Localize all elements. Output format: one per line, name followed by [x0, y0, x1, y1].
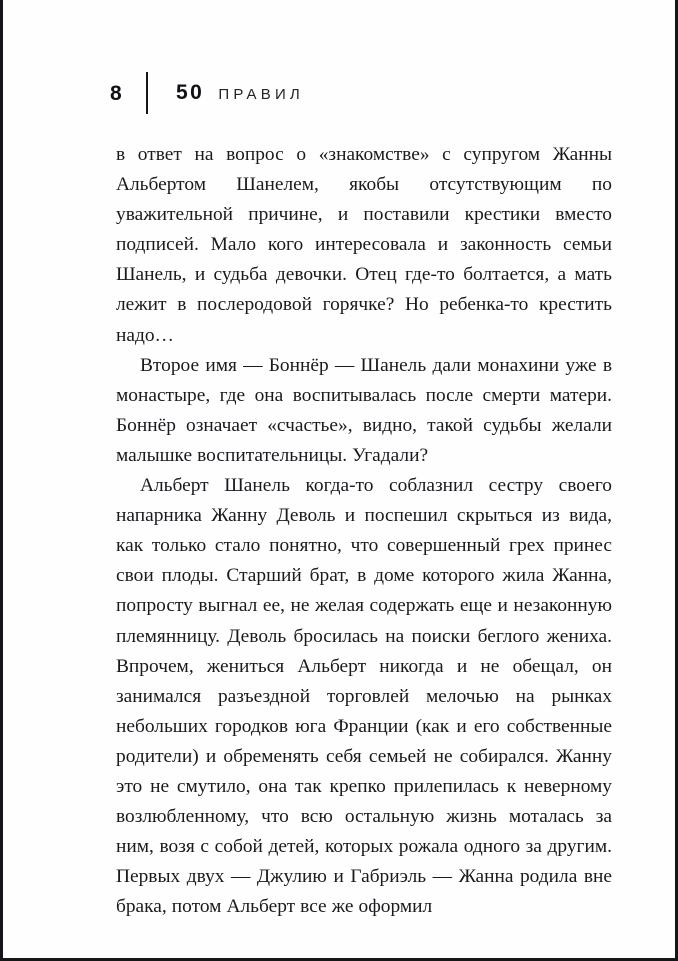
body-text [116, 140, 612, 922]
title-number: 50 [176, 81, 205, 104]
title-word: ПРАВИЛ [218, 86, 304, 103]
header-divider [146, 72, 148, 114]
page-number: 8 [110, 81, 123, 105]
paragraph: Альберт Шанель когда-то соблазнил сестру своего напарника Жанну Деволь и поспешил скрыться из вида, как только стало понятно, что совершенный грех принес свои плоды. Старший брат, в доме которого жила Жанна, попросту выгнал ее, не желая содержать еще и незаконную племянницу. Деволь бросилась на поиски беглого жениха. Впрочем, жениться Альберт никогда и не обещал, он занимался разъездной торговлей мелочью на рынках небольших городков юга Франции (как и его собственные родители) и обременять себя семьей не собирался. Жанну это не смутило, она так крепко прилепилась к неверному возлюбленному, что всю остальную жизнь моталась за ним, возя с собой детей, которых рожала одного за другим. Первых двух — Джулию и Габриэль — Жанна родила вне брака, потом Альберт все же оформил [116, 475, 612, 918]
running-head [110, 70, 304, 116]
paragraph: в ответ на вопрос о «знакомстве» с супругом Жанны Альбертом Шанелем, якобы отсутствующим по уважительной причине, и поставили крестики вместо подписей. Мало кого интересовала и законность семьи Шанель, и судьба девочки. Отец где-то болтается, а мать лежит в послеродовой горячке? Но ребенка-то крестить надо… [116, 144, 612, 346]
paragraph: Второе имя — Боннёр — Шанель дали монахини уже в монастыре, где она воспитывалась после смерти матери. Боннёр означает «счастье», видно, такой судьбы желали малышке воспитательницы. Угадали? [116, 354, 612, 466]
book-title [176, 81, 304, 105]
